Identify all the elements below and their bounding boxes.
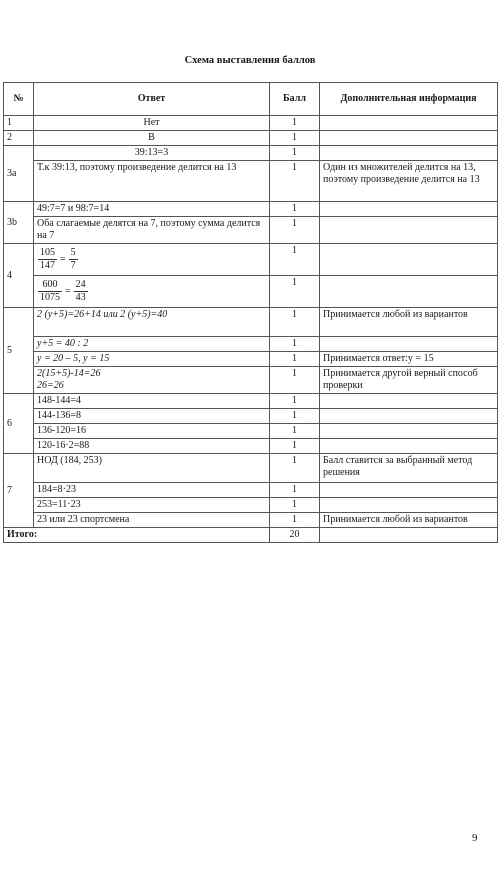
info-cell bbox=[320, 131, 498, 146]
table-row bbox=[4, 498, 498, 513]
total-row bbox=[4, 528, 498, 543]
answer-cell: 39:13=3 bbox=[34, 146, 270, 161]
score-cell: 1 bbox=[270, 202, 320, 217]
info-cell: Принимается любой из вариантов bbox=[320, 308, 498, 337]
answer-cell: НОД (184, 253) bbox=[34, 454, 270, 483]
answer-cell: Нет bbox=[34, 116, 270, 131]
table-row bbox=[4, 217, 498, 244]
info-cell bbox=[320, 146, 498, 161]
header-num: № bbox=[4, 83, 34, 116]
numerator: 24 bbox=[75, 279, 86, 290]
score-cell: 1 bbox=[270, 367, 320, 394]
info-cell bbox=[320, 424, 498, 439]
info-cell bbox=[320, 394, 498, 409]
table-row bbox=[4, 439, 498, 454]
info-cell bbox=[320, 276, 498, 308]
row-num: 2 bbox=[4, 131, 34, 146]
equals-sign: = bbox=[60, 253, 66, 265]
info-cell bbox=[320, 483, 498, 498]
table-header-row bbox=[4, 83, 498, 116]
table-row bbox=[4, 244, 498, 276]
table-row bbox=[4, 131, 498, 146]
table-row bbox=[4, 202, 498, 217]
info-cell bbox=[320, 498, 498, 513]
info-cell bbox=[320, 337, 498, 352]
denominator: 147 bbox=[40, 260, 55, 271]
fraction-answer bbox=[34, 276, 270, 308]
fraction bbox=[38, 279, 62, 304]
denominator: 43 bbox=[75, 292, 86, 303]
table-row bbox=[4, 409, 498, 424]
info-cell: Принимается другой верный способ проверки bbox=[320, 367, 498, 394]
info-cell bbox=[320, 409, 498, 424]
header-score: Балл bbox=[270, 83, 320, 116]
info-cell: Принимается любой из вариантов bbox=[320, 513, 498, 528]
info-cell bbox=[320, 528, 498, 543]
info-cell: Принимается ответ:y = 15 bbox=[320, 352, 498, 367]
score-cell: 1 bbox=[270, 244, 320, 276]
score-cell: 1 bbox=[270, 116, 320, 131]
header-answer: Ответ bbox=[34, 83, 270, 116]
score-cell: 1 bbox=[270, 131, 320, 146]
score-cell: 1 bbox=[270, 308, 320, 337]
answer-cell: 2 (y+5)=26+14 или 2 (y+5)=40 bbox=[34, 308, 270, 337]
table-row bbox=[4, 394, 498, 409]
fraction bbox=[38, 247, 57, 272]
table-row bbox=[4, 276, 498, 308]
answer-cell: 184=8·23 bbox=[34, 483, 270, 498]
score-cell: 1 bbox=[270, 394, 320, 409]
answer-cell: y = 20 – 5, y = 15 bbox=[34, 352, 270, 367]
answer-cell: 148-144=4 bbox=[34, 394, 270, 409]
numerator: 600 bbox=[38, 279, 62, 292]
answer-cell: 23 или 23 спортсмена bbox=[34, 513, 270, 528]
answer-cell: 136-120=16 bbox=[34, 424, 270, 439]
denominator: 1075 bbox=[40, 292, 60, 303]
score-cell: 1 bbox=[270, 513, 320, 528]
table-row bbox=[4, 513, 498, 528]
answer-cell: 144-136=8 bbox=[34, 409, 270, 424]
table-row bbox=[4, 337, 498, 352]
answer-cell: 49:7=7 и 98:7=14 bbox=[34, 202, 270, 217]
score-cell: 1 bbox=[270, 483, 320, 498]
score-cell: 1 bbox=[270, 454, 320, 483]
info-cell: Балл ставится за выбранный метод решения bbox=[320, 454, 498, 483]
table-row bbox=[4, 424, 498, 439]
page-number: 9 bbox=[472, 832, 478, 844]
row-num: 5 bbox=[4, 308, 34, 394]
row-num: 7 bbox=[4, 454, 34, 528]
score-cell: 1 bbox=[270, 217, 320, 244]
table-row bbox=[4, 161, 498, 202]
row-num: 4 bbox=[4, 244, 34, 308]
score-cell: 1 bbox=[270, 409, 320, 424]
info-cell bbox=[320, 439, 498, 454]
table-row bbox=[4, 367, 498, 394]
table-row bbox=[4, 308, 498, 337]
fraction bbox=[74, 279, 88, 304]
info-cell bbox=[320, 202, 498, 217]
answer-cell: 253=11·23 bbox=[34, 498, 270, 513]
row-num: 3a bbox=[4, 146, 34, 202]
table-row bbox=[4, 454, 498, 483]
page-title: Схема выставления баллов bbox=[184, 55, 316, 66]
score-cell: 1 bbox=[270, 161, 320, 202]
answer-cell: y+5 = 40 : 2 bbox=[34, 337, 270, 352]
answer-cell: В bbox=[34, 131, 270, 146]
total-score: 20 bbox=[270, 528, 320, 543]
table-row bbox=[4, 116, 498, 131]
answer-cell: Оба слагаемые делятся на 7, поэтому сумма делится на 7 bbox=[34, 217, 270, 244]
row-num: 1 bbox=[4, 116, 34, 131]
scoring-table bbox=[3, 82, 498, 543]
denominator: 7 bbox=[70, 260, 76, 271]
answer-cell: Т.к 39:13, поэтому произведение делится на 13 bbox=[34, 161, 270, 202]
table-row bbox=[4, 352, 498, 367]
answer-line: 2(15+5)-14=26 bbox=[37, 368, 101, 379]
total-label: Итого: bbox=[4, 528, 270, 543]
info-cell bbox=[320, 217, 498, 244]
answer-line: 26=26 bbox=[37, 380, 64, 391]
numerator: 105 bbox=[40, 247, 55, 258]
info-cell: Один из множителей делится на 13, поэтому произведение делится на 13 bbox=[320, 161, 498, 202]
score-cell: 1 bbox=[270, 424, 320, 439]
fraction bbox=[69, 247, 78, 272]
score-cell: 1 bbox=[270, 276, 320, 308]
table-row bbox=[4, 146, 498, 161]
score-cell: 1 bbox=[270, 337, 320, 352]
table-row bbox=[4, 483, 498, 498]
row-num: 3b bbox=[4, 202, 34, 244]
answer-cell: 120-16·2=88 bbox=[34, 439, 270, 454]
fraction-answer bbox=[34, 244, 270, 276]
score-cell: 1 bbox=[270, 352, 320, 367]
info-cell bbox=[320, 116, 498, 131]
equals-sign: = bbox=[65, 285, 71, 297]
info-cell bbox=[320, 244, 498, 276]
answer-cell bbox=[34, 367, 270, 394]
numerator: 5 bbox=[70, 247, 76, 258]
header-info: Дополнительная информация bbox=[320, 83, 498, 116]
score-cell: 1 bbox=[270, 498, 320, 513]
score-cell: 1 bbox=[270, 146, 320, 161]
score-cell: 1 bbox=[270, 439, 320, 454]
row-num: 6 bbox=[4, 394, 34, 454]
